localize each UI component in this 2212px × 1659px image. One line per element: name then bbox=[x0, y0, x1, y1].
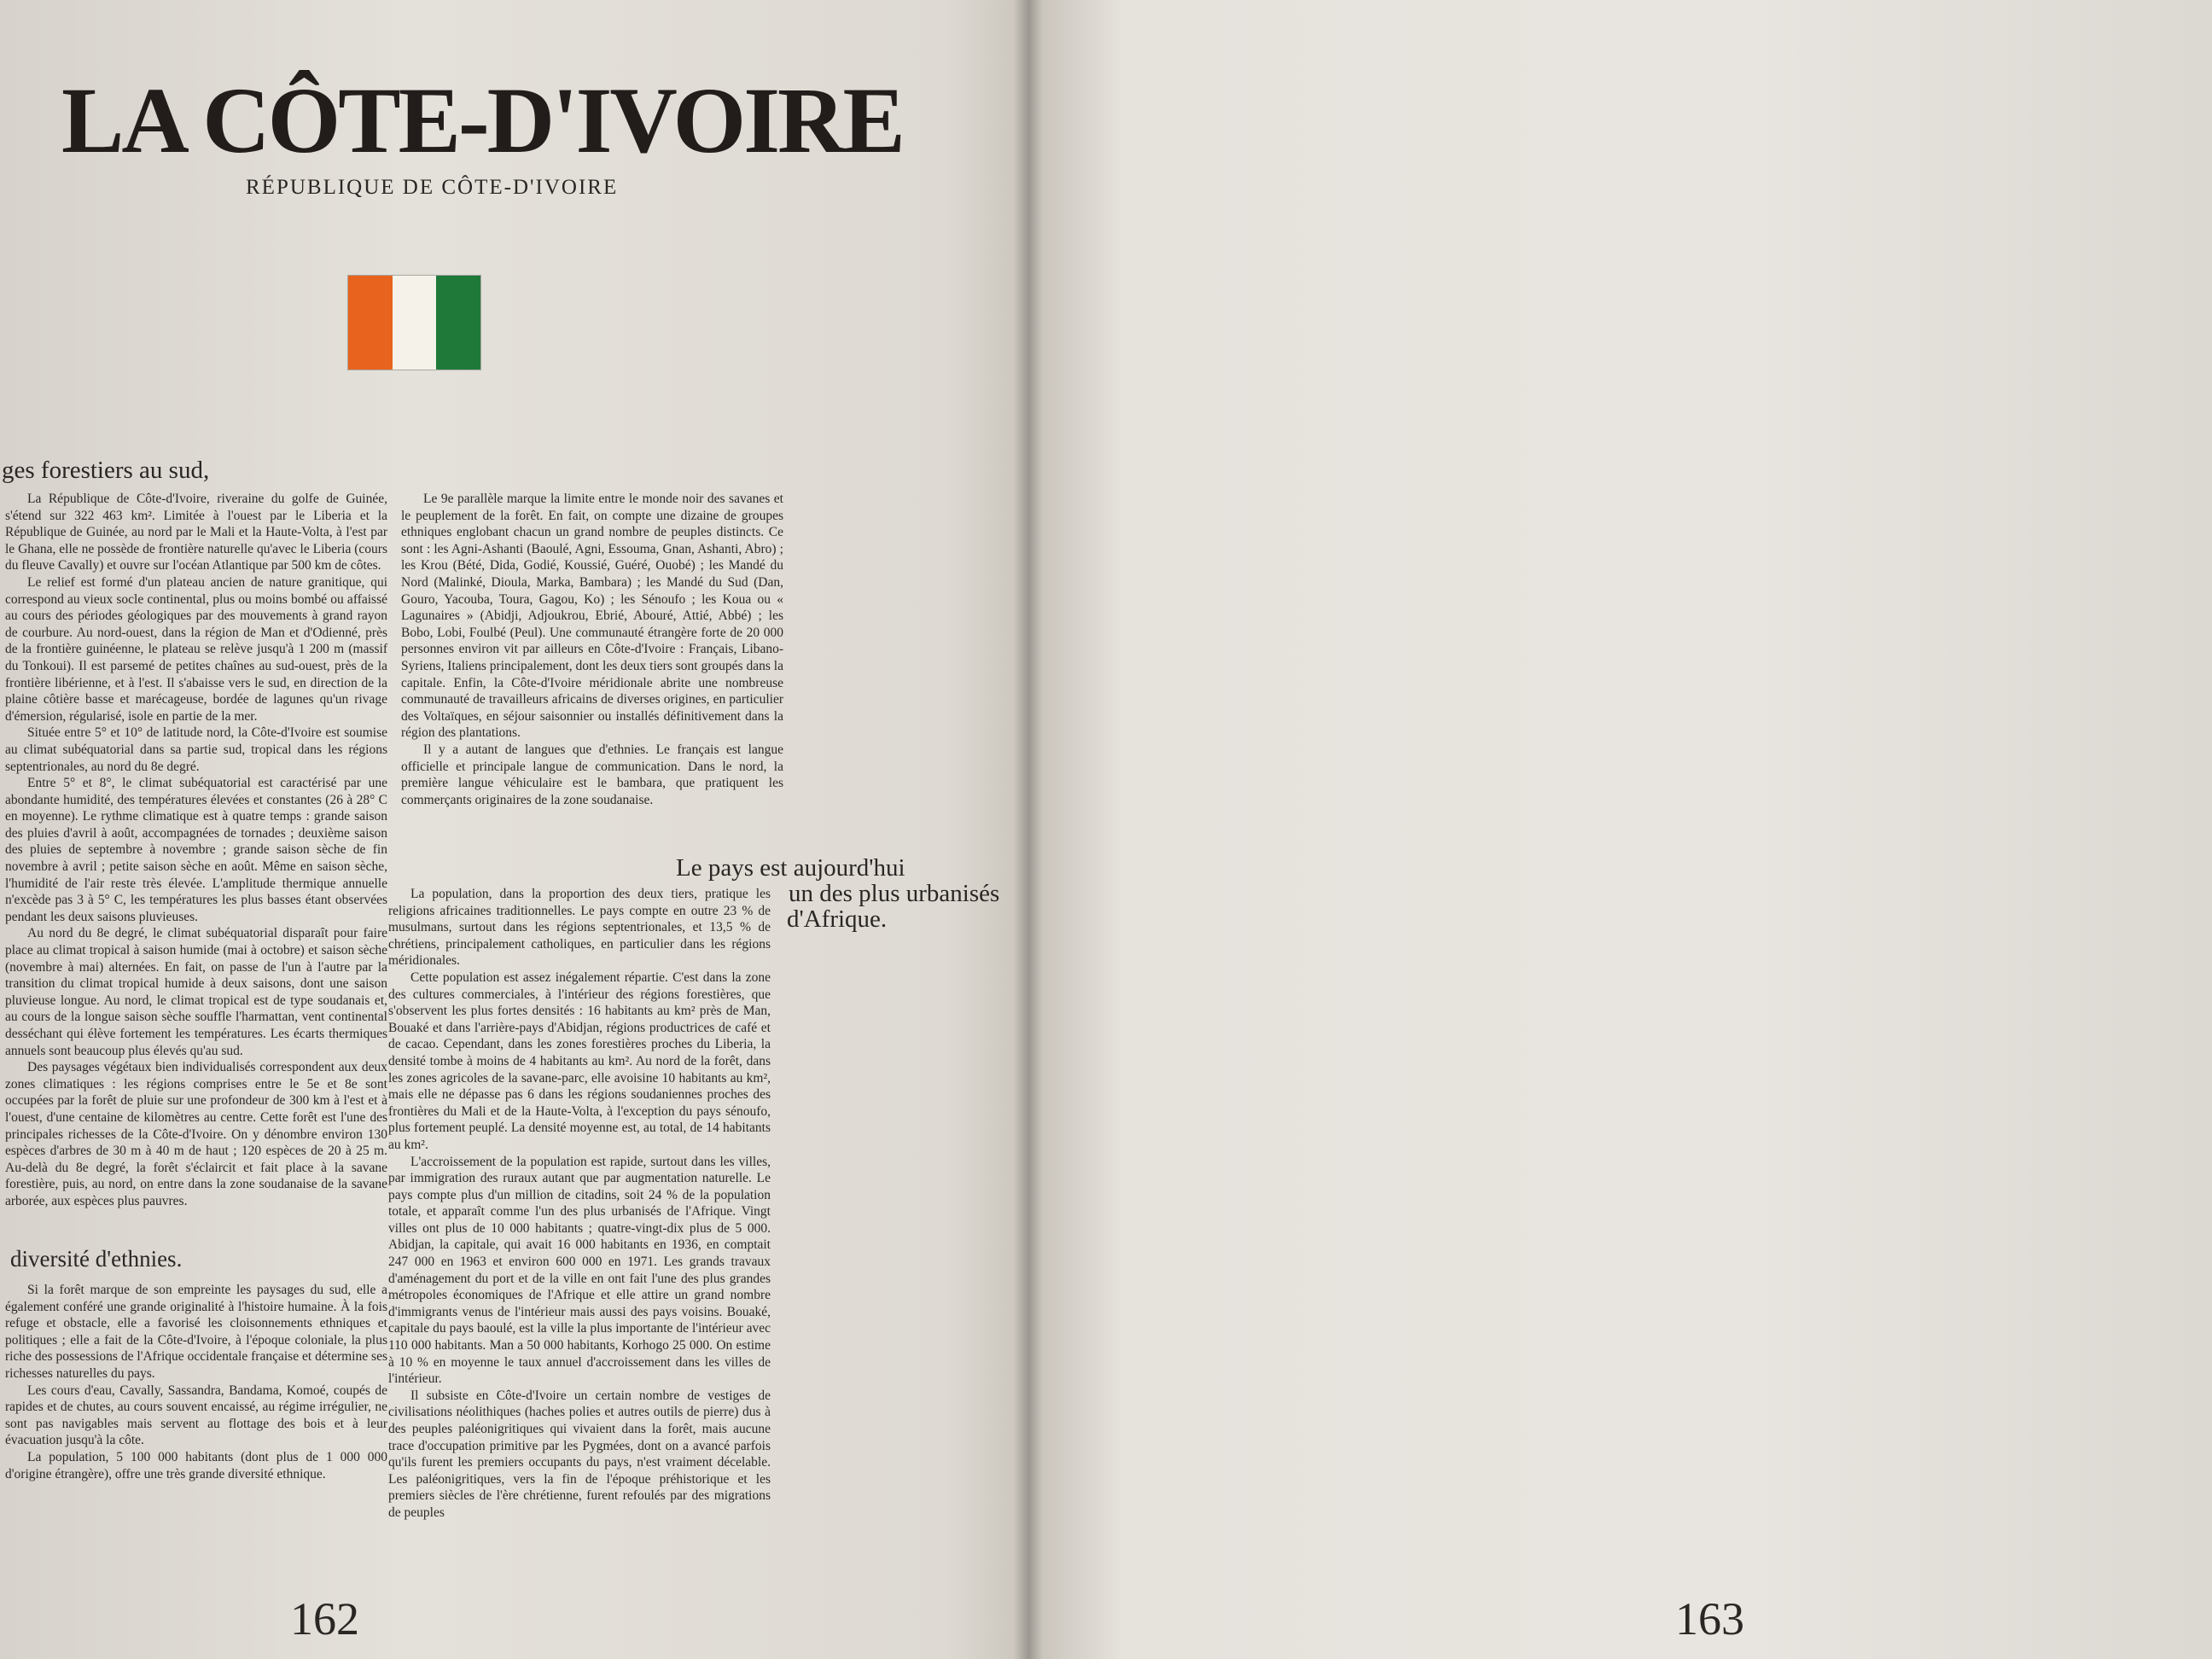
paragraph: La République de Côte-d'Ivoire, riveraine du golfe de Guinée, s'étend sur 322 463 km². Limitée à l'ouest par le Liberia et la République de Guinée, au nord par le Mali et la Haute-Volta, à l'est par le Ghana, elle ne possède de frontière naturelle qu'avec le Liberia (cours du fleuve Cavally) et ouvre sur l'océan Atlantique par 500 km de côtes. bbox=[5, 492, 387, 573]
page-number-left: 162 bbox=[290, 1593, 359, 1644]
country-title: LA CÔTE-D'IVOIRE bbox=[61, 68, 903, 172]
paragraph: Si la forêt marque de son empreinte les paysages du sud, elle a également conféré une grande originalité à l'histoire humaine. À la fois refuge et obstacle, elle a favorisé les cloisonnements ethniques et politiques ; elle a fait de la Côte-d'Ivoire, à l'époque coloniale, la plus riche des possessions de l'Afrique occidentale française et détermine ses richesses naturelles du pays. bbox=[5, 1283, 387, 1381]
paragraph: L'accroissement de la population est rapide, surtout dans les villes, par immigration des ruraux autant que par augmentation naturelle. Le pays compte plus d'un million de citadins, soit 24 % de la population totale, et apparaît comme l'un des plus urbanisés de l'Afrique. Vingt villes ont plus de 10 000 habitants ; quatre-vingt-dix plus de 5 000. Abidjan, la capitale, qui avait 16 000 habitants en 1936, en comptait 247 000 en 1963 et environ 600 000 en 1971. Les grands travaux d'aménagement du port et de la ville en ont fait l'une des plus grandes métropoles économiques de l'Afrique et elle attire un grand nombre d'immigrants venus de l'intérieur mais aussi des pays voisins. Bouaké, capitale du pays baoulé, est la ville la plus importante de l'intérieur avec 110 000 habitants. Man a 50 000 habitants, Korhogo 25 000. On estime à 10 % en moyenne le taux annuel d'accroissement dans les villes de l'intérieur. bbox=[388, 1154, 771, 1387]
pull-quote-line-2: un des plus urbanisés bbox=[789, 880, 1000, 907]
right-page bbox=[1028, 0, 2212, 1659]
flag-image bbox=[348, 276, 480, 370]
section-heading-ethnies: diversité d'ethnies. bbox=[10, 1246, 183, 1272]
text-column-2 bbox=[401, 491, 783, 808]
paragraph: Des paysages végétaux bien individualisés correspondent aux deux zones climatiques : les régions comprises entre le 5e et 8e sont occupées par la forêt de pluie sur une profondeur de 300 km à l'est et à l'ouest, d'une centaine de kilomètres au centre. Cette forêt est l'une des principales richesses de la Côte-d'Ivoire. On y dénombre environ 130 espèces d'arbres de 30 m à 40 m de haut ; 120 espèces de 20 à 25 m. Au-delà du 8e degré, la forêt s'éclaircit et fait place à la savane forestière, puis, au nord, on entre dans la zone soudanaise de la savane arborée, aux espèces plus pauvres. bbox=[5, 1060, 387, 1208]
paragraph: Le 9e parallèle marque la limite entre le monde noir des savanes et le peuplement de la forêt. En fait, on compte une dizaine de groupes ethniques englobant chacun un grand nombre de peuples distincts. Ce sont : les Agni-Ashanti (Baoulé, Agni, Essouma, Gnan, Ashanti, Abro) ; les Krou (Bété, Dida, Godié, Koussié, Guéré, Ouobé) ; les Mandé du Nord (Malinké, Dioula, Marka, Bambara) ; les Mandé du Sud (Dan, Gouro, Yacouba, Toura, Gagou, Ko) ; les Sénoufo ; les Koua ou « Lagunaires » (Abidji, Adjoukrou, Ebrié, Abouré, Attié, Abbé) ; les Bobo, Lobi, Foulbé (Peul). Une communauté étrangère forte de 20 000 personnes environ vit par ailleurs en Côte-d'Ivoire : Français, Libano-Syriens, Italiens principalement, dont les deux tiers sont groupés dans la capitale. Enfin, la Côte-d'Ivoire méridionale abrite une nombreuse communauté de travailleurs africains de diverses origines, en particulier des Voltaïques, en séjour saisonnier ou installés définitivement dans la région des plantations. bbox=[401, 492, 783, 741]
text-column-1b bbox=[5, 1282, 387, 1482]
left-page bbox=[0, 0, 1028, 1659]
paragraph: Située entre 5° et 10° de latitude nord, la Côte-d'Ivoire est soumise au climat subéquatorial dans sa partie sud, tropical dans les régions septentrionales, au nord du 8e degré. bbox=[5, 725, 387, 774]
section-heading-forests: ges forestiers au sud, bbox=[2, 457, 210, 484]
page-number-right: 163 bbox=[1675, 1593, 1744, 1644]
paragraph: La population, dans la proportion des deux tiers, pratique les religions africaines traditionnelles. Le pays compte en outre 23 % de musulmans, surtout dans les régions septentrionales, et 13,5 % de chrétiens, principalement catholiques, en particulier dans les régions méridionales. bbox=[388, 887, 771, 969]
flag-stripe-white bbox=[393, 276, 437, 370]
paragraph: Au nord du 8e degré, le climat subéquatorial disparaît pour faire place au climat tropical à saison humide (mai à octobre) et saison sèche (novembre à mai) alternées. En fait, on passe de l'un à l'autre par la transition du climat tropical humide à deux saisons, dont une saison pluvieuse longue. Au nord, le climat tropical est de type soudanais et, au cours de la longue saison sèche souffle l'harmattan, vent continental desséchant qui élève fortement les températures. Les écarts thermiques annuels sont beaucoup plus élevés qu'au sud. bbox=[5, 926, 387, 1058]
pull-quote-line-3: d'Afrique. bbox=[787, 905, 888, 933]
paragraph: La population, 5 100 000 habitants (dont plus de 1 000 000 d'origine étrangère), offre une très grande diversité ethnique. bbox=[5, 1449, 387, 1481]
paragraph: Entre 5° et 8°, le climat subéquatorial est caractérisé par une abondante humidité, des températures élevées et constantes (26 à 28° C en moyenne). Le rythme climatique est à quatre temps : grande saison des pluies d'avril à août, accompagnées de tornades ; deuxième saison des pluies de septembre à novembre ; grande saison sèche de fin novembre à avril ; petite saison sèche en août. Même en saison sèche, l'humidité de l'air reste très élevée. L'amplitude thermique annuelle n'excède pas 3 à 5° C, les températures les plus basses étant observées pendant les deux saisons pluvieuses. bbox=[5, 776, 387, 924]
text-column-1 bbox=[5, 491, 387, 1210]
text-column-3 bbox=[388, 886, 771, 1522]
paragraph: Cette population est assez inégalement répartie. C'est dans la zone des cultures commerciales, à l'intérieur des régions forestières, que s'observent les plus fortes densités : 16 habitants au km² près de Man, Bouaké et dans l'arrière-pays d'Abidjan, régions productrices de café et de cacao. Cependant, dans les zones forestières proches du Liberia, la densité tombe à moins de 4 habitants au km². Au nord de la forêt, dans les zones agricoles de la savane-parc, elle avoisine 10 habitants au km², mais elle ne dépasse pas 6 dans les régions soudaniennes proches des frontières du Mali et de la Haute-Volta, à l'exception du pays sénoufo, plus fortement peuplé. La densité moyenne est, au total, de 14 habitants au km². bbox=[388, 969, 771, 1152]
paragraph: Il y a autant de langues que d'ethnies. Le français est langue officielle et principale langue de communication. Dans le nord, la première langue véhiculaire est le bambara, que pratiquent les commerçants originaires de la zone soudanaise. bbox=[401, 742, 783, 807]
country-subtitle: RÉPUBLIQUE DE CÔTE-D'IVOIRE bbox=[246, 176, 619, 199]
book-gutter bbox=[1014, 0, 1043, 1659]
paragraph: Le relief est formé d'un plateau ancien de nature granitique, qui correspond au vieux socle continental, plus ou moins bombé ou affaissé au cours des périodes géologiques par des mouvements à grand rayon de courbure. Au nord-ouest, dans la région de Man et d'Odienné, près de la frontière guinéenne, le plateau se relève jusqu'à 1 200 m (massif du Tonkoui). Il est parsemé de petites chaînes au sud-ouest, près de la frontière libérienne, et à l'est. Il s'abaisse vers le sud, en direction de la plaine côtière basse et marécageuse, bordée de lagunes qu'un rivage d'émersion, régularisé, isole en partie de la mer. bbox=[5, 574, 387, 724]
flag-stripe-green bbox=[436, 276, 480, 370]
paragraph: Les cours d'eau, Cavally, Sassandra, Bandama, Komoé, coupés de rapides et de chutes, au cours souvent encaissé, au régime irrégulier, ne sont pas navigables mais servent au flottage des bois et à leur évacuation jusqu'à la côte. bbox=[5, 1382, 387, 1448]
pull-quote-line-1: Le pays est aujourd'hui bbox=[676, 854, 905, 882]
flag-stripe-orange bbox=[348, 276, 393, 370]
paragraph: Il subsiste en Côte-d'Ivoire un certain nombre de vestiges de civilisations néolithiques (haches polies et autres outils de pierre) dus à des peuples paléonigritiques qui vivaient dans la forêt, mais aucune trace d'occupation primitive par les Pygmées, dont on a avancé parfois qu'ils furent les premiers occupants du pays, n'est vraiment décelable. Les paléonigritiques, vers la fin de l'époque préhistorique et les premiers siècles de l'ère chrétienne, furent refoulés par des migrations de peuples bbox=[388, 1388, 771, 1520]
